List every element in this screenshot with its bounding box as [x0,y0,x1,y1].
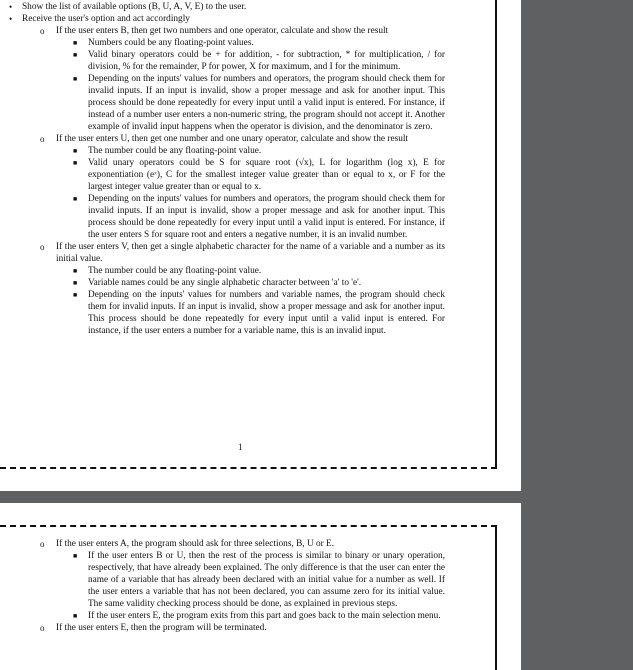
list-item-text: Depending on the inputs' values for numbers and operators, the program should check them for invalid inputs. If an input is invalid, show a proper message and ask for another input. This process should be done repeatedly for every input until a valid input is entered. For instance, if instead of a number user enters a non-numeric string, the program should not accept it. Another example of invalid input happens when the operator is division, and the denominator is zero. [88,74,445,132]
list-item [0,25,445,37]
document-page-2 [0,503,521,670]
page-number: 1 [238,443,243,453]
bullet-marker: ■ [73,195,78,203]
list-item [0,193,445,241]
list-item-text: The number could be any floating-point value. [88,146,262,156]
bullet-marker: o [40,242,45,252]
list-item-text: Receive the user's option and act accordingly [22,14,190,24]
list-item [0,241,445,265]
list-item-text: Valid unary operators could be S for square root (√x), L for logarithm (log x), E for exponentiation (eˣ), C for the smallest integer value greater than or equal to x, or F for the largest integer value greater than or equal to x. [88,158,445,192]
list-item [0,157,445,193]
bullet-marker: o [40,134,45,144]
bullet-marker: ■ [73,51,78,59]
bullet-marker: ■ [73,39,78,47]
list-item-text: Depending on the inputs' values for numbers and operators, the program should check them for invalid inputs. If an input is invalid, show a proper message and ask for another input. This process should be done repeatedly for every input until a valid input is entered. For instance, if the user enters S for square root and enters a negative number, it is an invalid number. [88,194,445,240]
list-item [0,550,445,610]
bullet-marker: ■ [73,267,78,275]
bullet-marker: • [9,2,13,12]
list-item [0,13,445,25]
list-item-text: If the user enters A, the program should ask for three selections, B, U or E. [56,539,335,549]
bullet-marker: ■ [73,612,78,620]
list-item [0,1,445,13]
bullet-marker: • [9,14,13,24]
list-item-text: Numbers could be any floating-point values. [88,38,254,48]
bullet-marker: o [40,26,45,36]
list-item-text: If the user enters B, then get two numbers and one operator, calculate and show the result [56,26,389,36]
margin-bar [495,525,497,670]
list-item [0,133,445,145]
list-item-text: Variable names could be any single alphabetic character between 'a' to 'e'. [88,278,362,288]
bullet-marker: ■ [73,552,78,560]
page1-content [0,1,445,337]
bullet-marker: ■ [73,291,78,299]
list-item [0,610,445,622]
bullet-marker: ■ [73,159,78,167]
page2-content [0,538,445,634]
bullet-marker: o [40,539,45,549]
list-item-text: If the user enters B or U, then the rest of the process is similar to binary or unary operation, respectively, that have already been explained. The only difference is that the user can enter the name of a variable that has already been declared with an initial value for a number as well. If the user enters a variable that has not been declared, you can assume zero for its initial value. The same validity checking process should be done, as explained in previous steps. [88,551,445,609]
list-item [0,538,445,550]
list-item [0,277,445,289]
list-item [0,49,445,73]
bullet-marker: ■ [73,147,78,155]
bullet-marker: ■ [73,75,78,83]
bullet-marker: ■ [73,279,78,287]
list-item-text: Valid binary operators could be + for addition, - for subtraction, * for multiplication, / for division, % for the remainder, P for power, X for maximum, and I for the minimum. [88,50,445,72]
list-item [0,289,445,337]
list-item-text: If the user enters U, then get one number and one unary operator, calculate and show the result [56,134,409,144]
list-item-text: If the user enters V, then get a single alphabetic character for the name of a variable and a number as its initial value. [56,242,445,264]
list-item-text: If the user enters E, then the program will be terminated. [56,623,267,633]
margin-bar [495,0,497,469]
list-item [0,265,445,277]
list-item-text: Show the list of available options (B, U, A, V, E) to the user. [22,2,247,12]
list-item [0,73,445,133]
list-item [0,145,445,157]
list-item [0,37,445,49]
bullet-marker: o [40,623,45,633]
list-item-text: The number could be any floating-point value. [88,266,262,276]
list-item [0,622,445,634]
list-item-text: Depending on the inputs' values for numbers and variable names, the program should check them for invalid inputs. If an input is invalid, show a proper message and ask for another input. This process should be done repeatedly for every input until a valid input is entered. For instance, if the user enters a number for a variable name, this is an invalid input. [88,290,445,336]
page-break-line [0,525,497,527]
page-break-line [0,467,497,469]
list-item-text: If the user enters E, the program exits from this part and goes back to the main selection menu. [88,611,441,621]
